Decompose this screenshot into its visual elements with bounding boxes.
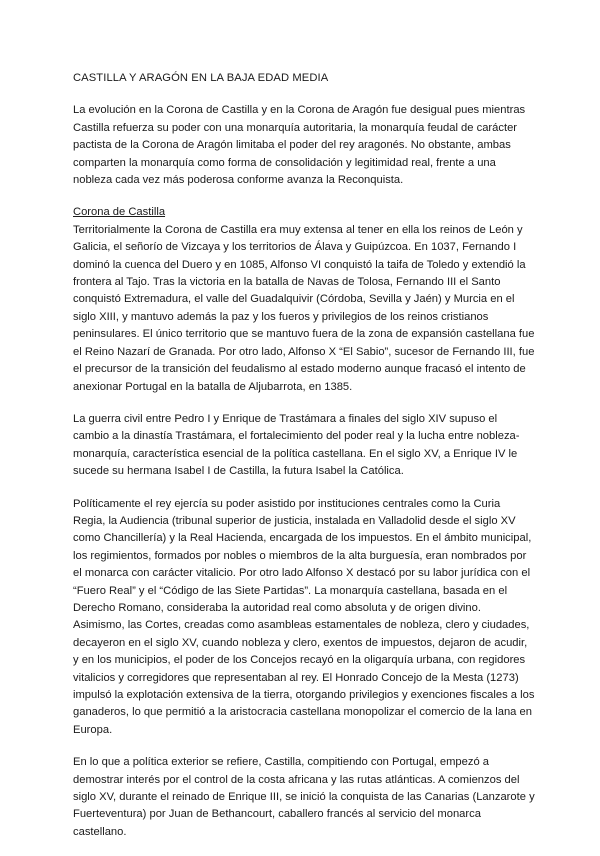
body-paragraph: La guerra civil entre Pedro I y Enrique de Trastámara a finales del siglo XIV supuso el cambio a la dinastía Trastámara, el fortalecimiento del poder real y la lucha entre nobleza-monarquía, característica esencial de la política castellana. En el siglo XV, a Enrique IV le sucede su hermana Isabel I de Castilla, la futura Isabel la Católica. xyxy=(73,412,520,478)
body-paragraph: Políticamente el rey ejercía su poder asistido por instituciones centrales como la Curia Regia, la Audiencia (tribunal superior de justicia, instalada en Valladolid desde el siglo XV como Chancillería) y la Real Hacienda, encargada de los impuestos. En el ámbito municipal, los regimientos, formados por nobles o miembros de la alta burguesía, eran nombrados por el monarca con carácter vitalicio. Por otro lado Alfonso X destacó por su labor jurídica con el “Fuero Real” y el “Código de las Siete Partidas”. La monarquía castellana, basada en el Derecho Romano, consideraba la autoridad real como absoluta y de origen divino. Asimismo, las Cortes, creadas como asambleas estamentales de nobleza, clero y ciudades, decayeron en el siglo XV, cuando nobleza y clero, exentos de impuestos, dejaron de acudir, y en los municipios, el poder de los Concejos recayó en la oligarquía urbana, con regidores vitalicios y corregidores que representaban al rey. El Honrado Concejo de la Mesta (1273) impulsó la explotación extensiva de la tierra, otorgando privilegios y exenciones fiscales a los ganaderos, lo que permitió a la aristocracia castellana monopolizar el comercio de la lana en Europa. xyxy=(73,497,535,736)
document-page xyxy=(73,70,535,856)
body-paragraph: Territorialmente la Corona de Castilla era muy extensa al tener en ella los reinos de León y Galicia, el señorío de Vizcaya y los territorios de Álava y Guipúzcoa. En 1037, Fernando I dominó la cuenca del Duero y en 1085, Alfonso VI conquistó la taifa de Toledo y extendió la frontera al Tajo. Tras la victoria en la batalla de Navas de Tolosa, Fernando III el Santo conquistó Extremadura, el valle del Guadalquivir (Córdoba, Sevilla y Jaén) y Murcia en el siglo XIII, y mantuvo además la paz y los fueros y privilegios de los reinos cristianos peninsulares. El único territorio que se mantuvo fuera de la zona de expansión castellana fue el Reino Nazarí de Granada. Por otro lado, Alfonso X “El Sabio”, sucesor de Fernando III, fue el precursor de la transición del feudalismo al estado moderno aunque fracasó el intento de anexionar Portugal en la batalla de Aljubarrota, en 1385. xyxy=(73,223,535,393)
body-paragraph: En lo que a política exterior se refiere, Castilla, compitiendo con Portugal, empezó a demostrar interés por el control de la costa africana y las rutas atlánticas. A comienzos del siglo XV, durante el reinado de Enrique III, se inició la conquista de las Canarias (Lanzarote y Fuerteventura) por Juan de Bethancourt, caballero francés al servicio del monarca castellano. xyxy=(73,756,535,838)
section-corona-de-castilla xyxy=(73,204,535,395)
intro-paragraph: La evolución en la Corona de Castilla y en la Corona de Aragón fue desigual pues mientras Castilla refuerza su poder con una monarquía autoritaria, la monarquía feudal de carácter pactista de la Corona de Aragón limitaba el poder del rey aragonés. No obstante, ambas comparten la monarquía como forma de consolidación y legitimidad real, frente a una nobleza cada vez más poderosa conforme avanza la Reconquista. xyxy=(73,104,526,187)
section-heading: Corona de Castilla xyxy=(73,206,166,219)
document-title: CASTILLA Y ARAGÓN EN LA BAJA EDAD MEDIA xyxy=(73,72,329,84)
